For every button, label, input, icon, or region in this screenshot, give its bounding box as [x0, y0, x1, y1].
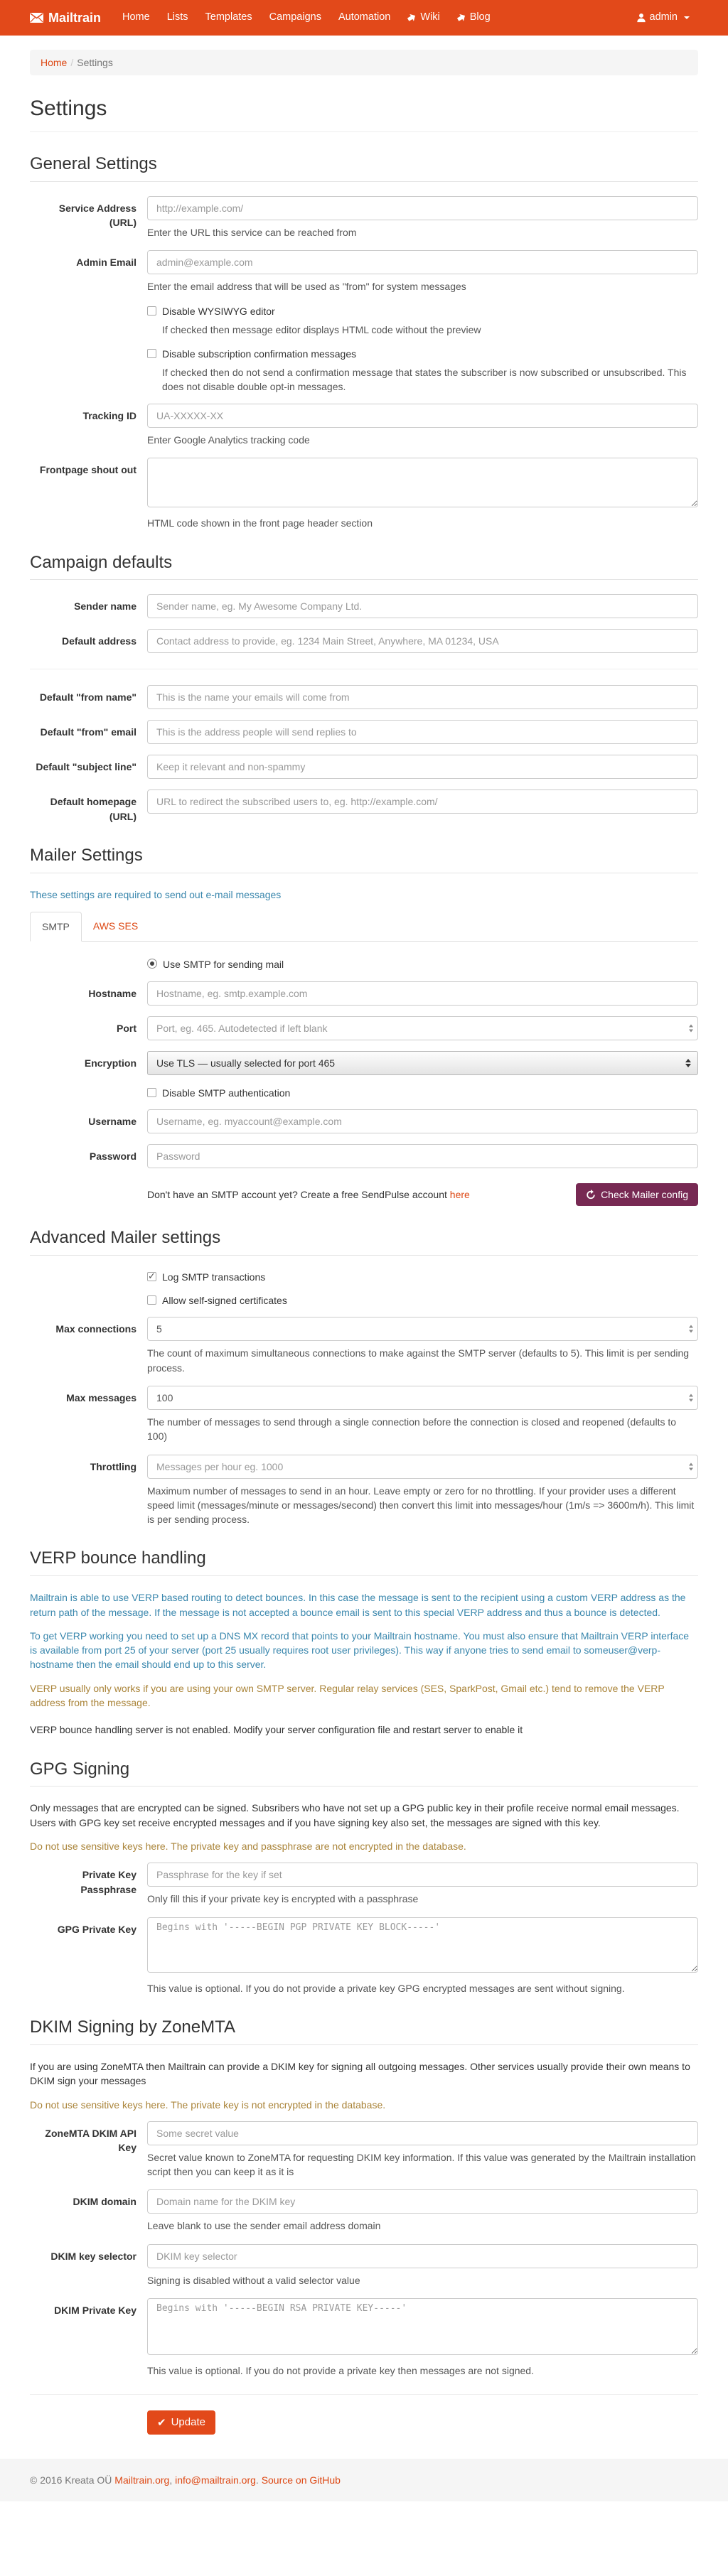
- from-name-input[interactable]: [147, 685, 698, 709]
- checkbox-icon[interactable]: [147, 349, 156, 358]
- nav-home[interactable]: Home: [122, 11, 150, 23]
- throttling-help: Maximum number of messages to send in an hour. Leave empty or zero for no throttling. If your provider uses a different speed limit (messages/minute or messages/second) then convert this limit into messages/hour (1m/s => 3600m/h). This limit is per sending process.: [147, 1484, 695, 1526]
- from-name-label: Default "from name": [39, 691, 136, 704]
- dkim-private-key-label: DKIM Private Key: [54, 2305, 136, 2317]
- hostname-row: [30, 981, 698, 1006]
- service-address-label: Service Address (URL): [58, 202, 136, 228]
- mailer-tabs: [30, 912, 698, 942]
- from-email-label: Default "from" email: [40, 726, 136, 738]
- default-homepage-row: [30, 789, 698, 824]
- max-messages-row: [30, 1386, 698, 1444]
- subject-line-label: Default "subject line": [36, 761, 136, 773]
- frontpage-shoutout-textarea[interactable]: [147, 458, 698, 507]
- brand-label: Mailtrain: [48, 10, 102, 25]
- dkim-selector-label: DKIM key selector: [50, 2250, 136, 2262]
- use-smtp-radio[interactable]: Use SMTP for sending mail: [147, 957, 698, 971]
- breadcrumb-separator: /: [70, 57, 74, 68]
- dkim-api-key-input[interactable]: [147, 2121, 698, 2145]
- verp-info-2: To get VERP working you need to set up a DNS MX record that points to your Mailtrain hostname. You must also ensure that Mailtrain VERP interface is available from port 25 of your server (port 25 usually requires root user privileges). This way if anyone tries to send email to someuser@verp-hostname then the email should end up to this server.: [30, 1629, 690, 1671]
- tracking-id-help: Enter Google Analytics tracking code: [147, 433, 310, 446]
- frontpage-shoutout-label: Frontpage shout out: [39, 463, 136, 475]
- number-spinner[interactable]: [689, 1325, 693, 1333]
- default-address-input[interactable]: [147, 629, 698, 653]
- section-verp: VERP bounce handling: [30, 1546, 698, 1576]
- gpg-private-key-label: GPG Private Key: [57, 1923, 136, 1935]
- check-icon: ✔: [157, 2416, 166, 2429]
- gpg-warning: Do not use sensitive keys here. The private key and passphrase are not encrypted in the database.: [30, 1840, 466, 1852]
- verp-warning: VERP usually only works if you are using your own SMTP server. Regular relay services (SES, SparkPost, Gmail etc.) tend to remove the VERP address from the message.: [30, 1682, 665, 1708]
- sender-name-row: [30, 594, 698, 618]
- max-connections-help: The count of maximum simultaneous connections to make against the SMTP server (defaults to 5). This limit is per sending process.: [147, 1347, 690, 1374]
- gpg-passphrase-row: [30, 1863, 698, 1906]
- encryption-row: [30, 1051, 698, 1075]
- dkim-selector-help: Signing is disabled without a valid selector value: [147, 2274, 360, 2286]
- disable-confirmations-help: If checked then do not send a confirmation message that states the subscriber is now subscribed or unsubscribed. This does not disable double opt-in messages.: [162, 367, 687, 393]
- sendpulse-here-link[interactable]: here: [449, 1188, 470, 1200]
- nav-lists[interactable]: Lists: [166, 11, 188, 23]
- max-messages-label: Max messages: [66, 1391, 136, 1403]
- section-advanced-mailer: Advanced Mailer settings: [30, 1226, 698, 1256]
- gpg-passphrase-help: Only fill this if your private key is encrypted with a passphrase: [147, 1893, 419, 1905]
- port-row: [30, 1016, 698, 1040]
- section-gpg: GPG Signing: [30, 1757, 698, 1787]
- dkim-api-key-help: Secret value known to ZoneMTA for requesting DKIM key information. If this value was generated by the Mailtrain installation script then you can keep it as it is: [147, 2151, 696, 2178]
- disable-wysiwyg-checkbox[interactable]: Disable WYSIWYG editor: [147, 304, 698, 318]
- use-smtp-row: [30, 957, 698, 971]
- footer-copyright: © 2016 Kreata OÜ: [30, 2474, 112, 2486]
- checkbox-icon[interactable]: [147, 1088, 156, 1097]
- max-connections-input[interactable]: [147, 1317, 698, 1341]
- gpg-private-key-textarea[interactable]: [147, 1917, 698, 1973]
- port-input[interactable]: [147, 1016, 698, 1040]
- nav-campaigns[interactable]: Campaigns: [269, 11, 321, 23]
- chevron-down-icon: [684, 16, 690, 19]
- default-address-row: [30, 629, 698, 653]
- footer-link-source[interactable]: Source on GitHub: [261, 2474, 341, 2486]
- dkim-warning: Do not use sensitive keys here. The private key is not encrypted in the database.: [30, 2098, 386, 2111]
- self-signed-checkbox[interactable]: Allow self-signed certificates: [147, 1293, 698, 1308]
- disable-smtp-auth-checkbox[interactable]: Disable SMTP authentication: [147, 1086, 698, 1100]
- breadcrumb-current: Settings: [77, 57, 113, 68]
- envelope-icon: [30, 13, 43, 23]
- external-arrow-icon: [457, 14, 466, 23]
- max-connections-label: Max connections: [55, 1323, 136, 1335]
- breadcrumb-home-link[interactable]: Home: [41, 57, 68, 68]
- gpg-private-key-row: [30, 1917, 698, 1996]
- section-dkim: DKIM Signing by ZoneMTA: [30, 2015, 698, 2045]
- dkim-domain-row: [30, 2189, 698, 2233]
- max-connections-row: [30, 1317, 698, 1375]
- self-signed-row: [30, 1293, 698, 1308]
- sendpulse-text: Don't have an SMTP account yet? Create a free SendPulse account here: [147, 1188, 470, 1200]
- encryption-label: Encryption: [84, 1057, 136, 1069]
- nav-templates[interactable]: Templates: [205, 11, 252, 23]
- username-label: Username: [88, 1115, 136, 1127]
- tracking-id-input[interactable]: [147, 404, 698, 428]
- default-homepage-input[interactable]: [147, 789, 698, 814]
- page-footer: © 2016 Kreata OÜ Mailtrain.org, info@mailtrain.org. Source on GitHub: [0, 2459, 728, 2501]
- from-name-row: [30, 685, 698, 709]
- max-messages-help: The number of messages to send through a single connection before the connection is closed and reopened (defaults to 100): [147, 1416, 677, 1443]
- verp-info-1: Mailtrain is able to use VERP based routing to detect bounces. In this case the message is sent to the recipient using a custom VERP address as the return path of the message. If the message is not accepted a bounce email is sent to this special VERP address and thus a bounce is detected.: [30, 1592, 686, 1618]
- section-mailer-settings: Mailer Settings: [30, 844, 698, 873]
- default-homepage-label: Default homepage (URL): [50, 796, 136, 822]
- tracking-id-label: Tracking ID: [82, 409, 136, 421]
- gpg-private-key-help: This value is optional. If you do not provide a private key GPG encrypted messages are sent without signing.: [147, 1982, 625, 1994]
- nav-automation[interactable]: Automation: [338, 11, 391, 23]
- service-address-input[interactable]: [147, 196, 698, 220]
- dkim-api-key-label: ZoneMTA DKIM API Key: [45, 2127, 136, 2154]
- breadcrumb: [30, 50, 698, 75]
- username-row: [30, 1109, 698, 1133]
- max-messages-input[interactable]: [147, 1386, 698, 1410]
- page-title: Settings: [30, 97, 107, 121]
- user-icon: [636, 13, 646, 23]
- disable-wysiwyg-help: If checked then message editor displays HTML code without the preview: [162, 324, 481, 336]
- dkim-selector-row: [30, 2244, 698, 2287]
- number-spinner[interactable]: [689, 1024, 693, 1032]
- update-button[interactable]: ✔ Update: [147, 2410, 215, 2435]
- checkbox-icon[interactable]: [147, 306, 156, 316]
- verp-status: VERP bounce handling server is not enabled. Modify your server configuration file and restart server to enable it: [30, 1724, 523, 1736]
- disable-confirmations-checkbox[interactable]: Disable subscription confirmation messages: [147, 347, 698, 361]
- section-general-settings: General Settings: [30, 152, 698, 182]
- number-spinner[interactable]: [689, 1462, 693, 1470]
- service-address-help: Enter the URL this service can be reached from: [147, 226, 357, 238]
- from-email-row: [30, 720, 698, 744]
- admin-email-row: [30, 250, 698, 293]
- radio-icon[interactable]: [147, 959, 157, 969]
- gpg-passphrase-label: Private Key Passphrase: [80, 1869, 136, 1895]
- port-label: Port: [117, 1022, 136, 1034]
- gpg-intro: Only messages that are encrypted can be signed. Subsribers who have not set up a GPG public key in their profile receive normal email messages. Users with GPG key set receive encrypted messages and if you have signing key also set, the messages are signed with this key.: [30, 1802, 680, 1828]
- password-row: [30, 1144, 698, 1168]
- refresh-icon: [586, 1190, 596, 1200]
- disable-smtp-auth-row: [30, 1086, 698, 1100]
- gpg-passphrase-input[interactable]: [147, 1863, 698, 1887]
- disable-wysiwyg-row: [30, 304, 698, 338]
- from-email-input[interactable]: [147, 720, 698, 744]
- top-navbar: [0, 0, 728, 36]
- number-spinner[interactable]: [689, 1394, 693, 1401]
- sender-name-input[interactable]: [147, 594, 698, 618]
- password-input[interactable]: [147, 1144, 698, 1168]
- dkim-private-key-textarea[interactable]: [147, 2298, 698, 2355]
- dkim-domain-input[interactable]: [147, 2189, 698, 2214]
- throttling-input[interactable]: [147, 1455, 698, 1479]
- subject-line-row: [30, 755, 698, 779]
- nav-wiki[interactable]: Wiki: [399, 0, 448, 36]
- check-mailer-config-button[interactable]: Check Mailer config: [576, 1183, 698, 1206]
- dkim-domain-label: DKIM domain: [73, 2196, 136, 2208]
- submit-divider: [30, 2394, 698, 2395]
- sendpulse-row: [30, 1179, 698, 1206]
- subject-line-input[interactable]: [147, 755, 698, 779]
- checkbox-icon[interactable]: [147, 1295, 156, 1305]
- frontpage-shoutout-row: [30, 458, 698, 531]
- hostname-input[interactable]: [147, 981, 698, 1006]
- log-smtp-checkbox[interactable]: ✓ Log SMTP transactions: [147, 1270, 698, 1284]
- checkbox-checked-icon[interactable]: [147, 1272, 156, 1281]
- nav-blog[interactable]: Blog: [449, 0, 499, 36]
- dkim-intro: If you are using ZoneMTA then Mailtrain can provide a DKIM key for signing all outgoing messages. Other services usually provide their own means to DKIM sign your messages: [30, 2060, 690, 2087]
- dkim-private-key-row: [30, 2298, 698, 2378]
- frontpage-shoutout-help: HTML code shown in the front page header section: [147, 517, 373, 529]
- tab-smtp[interactable]: SMTP: [30, 912, 82, 942]
- mailer-intro: These settings are required to send out e-mail messages: [30, 888, 282, 900]
- submit-row: [30, 2410, 698, 2435]
- tracking-id-row: [30, 404, 698, 447]
- user-menu[interactable]: admin: [628, 0, 699, 36]
- title-divider: [30, 131, 698, 132]
- default-address-label: Default address: [61, 635, 136, 647]
- password-label: Password: [89, 1150, 136, 1162]
- sender-name-label: Sender name: [74, 600, 136, 613]
- hostname-label: Hostname: [88, 987, 136, 999]
- disable-confirmations-row: [30, 347, 698, 394]
- admin-email-label: Admin Email: [76, 256, 136, 268]
- footer-link-email[interactable]: info@mailtrain.org: [175, 2474, 256, 2486]
- tab-aws-ses[interactable]: AWS SES: [92, 920, 139, 932]
- dkim-domain-help: Leave blank to use the sender email address domain: [147, 2220, 381, 2232]
- username-input[interactable]: [147, 1109, 698, 1133]
- dkim-private-key-help: This value is optional. If you do not provide a private key then messages are not signed.: [147, 2365, 534, 2377]
- dkim-selector-input[interactable]: [147, 2244, 698, 2268]
- encryption-select[interactable]: [147, 1051, 698, 1075]
- dkim-api-key-row: [30, 2121, 698, 2179]
- brand-mailtrain[interactable]: [30, 9, 114, 27]
- section-campaign-defaults: Campaign defaults: [30, 551, 698, 581]
- throttling-label: Throttling: [90, 1460, 136, 1472]
- service-address-row: [30, 196, 698, 239]
- admin-email-help: Enter the email address that will be used as "from" for system messages: [147, 280, 466, 292]
- external-arrow-icon: [407, 14, 417, 23]
- footer-link-mailtrain[interactable]: Mailtrain.org: [114, 2474, 170, 2486]
- admin-email-input[interactable]: [147, 250, 698, 274]
- log-smtp-row: [30, 1270, 698, 1284]
- throttling-row: [30, 1455, 698, 1527]
